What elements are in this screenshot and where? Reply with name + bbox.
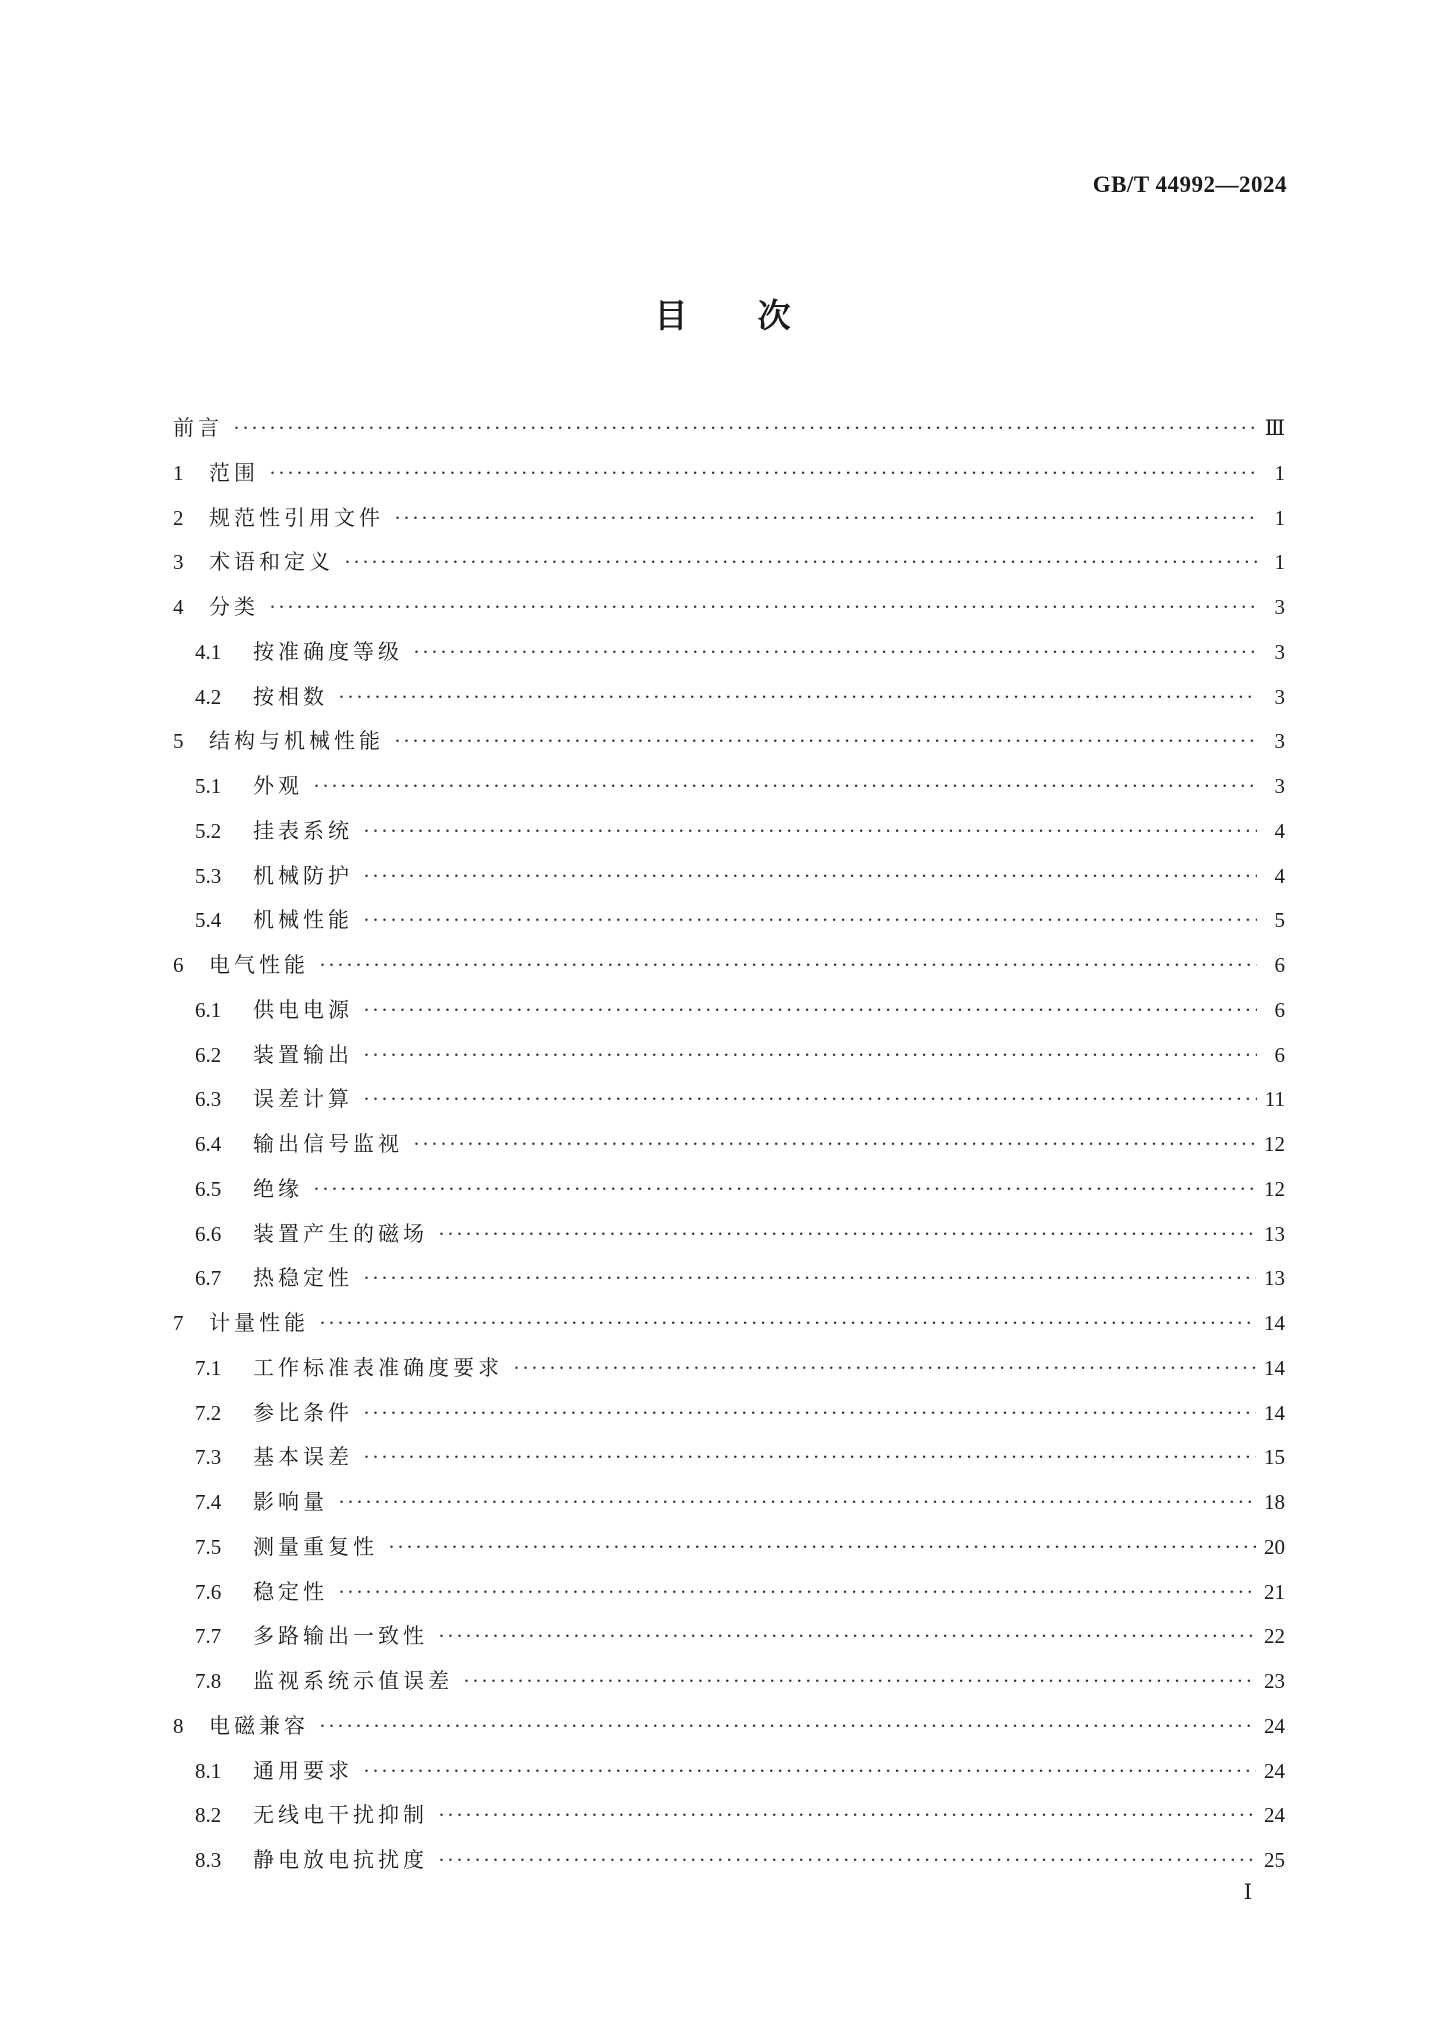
toc-entry-page: 1 [1274, 505, 1285, 530]
toc-entry-number: 8.1 [195, 1758, 222, 1783]
toc-entry[interactable] [173, 1620, 1285, 1665]
toc-entry-number: 7.6 [195, 1579, 222, 1604]
toc-entry-number: 4.1 [195, 639, 222, 664]
toc-entry-number: 8.3 [195, 1848, 222, 1872]
toc-entry-page: 6 [1274, 953, 1285, 977]
toc-entry-label: 装置输出 [253, 1042, 353, 1067]
toc-entry[interactable] [173, 1799, 1285, 1844]
toc-entry[interactable] [173, 591, 1285, 636]
toc-entry-label: 分类 [209, 595, 259, 619]
toc-entry[interactable] [173, 681, 1285, 726]
page-number: Ⅰ [1243, 1880, 1252, 1904]
toc-entry-page: 24 [1264, 1803, 1285, 1828]
toc-entry-label: 测量重复性 [253, 1534, 378, 1559]
toc-entry[interactable] [173, 1397, 1285, 1442]
toc-entry-number: 5.2 [195, 818, 222, 843]
toc-entry-label: 监视系统示值误差 [253, 1669, 453, 1693]
toc-entry-page: 13 [1264, 1221, 1285, 1246]
toc-entry-page: 13 [1264, 1266, 1285, 1291]
toc-entry-number: 3 [173, 550, 184, 575]
toc-entry-label: 装置产生的磁场 [253, 1221, 428, 1246]
toc-entry-page: 18 [1264, 1490, 1285, 1514]
toc-entry-number: 6.2 [195, 1042, 222, 1067]
toc-entry[interactable] [173, 1710, 1285, 1755]
toc-entry-page: 20 [1264, 1534, 1285, 1559]
toc-entry[interactable] [173, 1352, 1285, 1397]
toc-entry[interactable] [173, 770, 1285, 815]
toc-dot-leader [313, 1177, 1256, 1202]
toc-entry-page: 11 [1264, 1087, 1285, 1112]
toc-dot-leader [363, 1043, 1257, 1068]
toc-entry-label: 影响量 [253, 1490, 328, 1514]
toc-entry[interactable] [173, 1128, 1285, 1173]
toc-entry-page: 15 [1264, 1445, 1285, 1470]
toc-entry-number: 5.1 [195, 774, 222, 798]
toc-entry[interactable] [173, 502, 1285, 547]
toc-entry-label: 范围 [209, 460, 259, 485]
toc-entry-number: 4.2 [195, 684, 222, 709]
toc-entry-page: 3 [1274, 774, 1285, 798]
toc-dot-leader [438, 1624, 1256, 1649]
toc-entry-page: 23 [1264, 1669, 1285, 1693]
toc-entry[interactable] [173, 1755, 1285, 1800]
toc-entry-page: 6 [1274, 997, 1285, 1022]
toc-dot-leader [269, 461, 1257, 486]
toc-entry[interactable] [173, 904, 1285, 949]
toc-entry-page: 3 [1274, 684, 1285, 709]
toc-entry-label: 静电放电抗扰度 [253, 1848, 428, 1872]
toc-entry-number: 7.7 [195, 1624, 222, 1649]
toc-entry-page: 6 [1274, 1042, 1285, 1067]
toc-entry[interactable] [173, 546, 1285, 591]
toc-entry[interactable] [173, 1083, 1285, 1128]
toc-entry[interactable] [173, 1262, 1285, 1307]
toc-entry[interactable] [173, 457, 1285, 502]
toc-entry[interactable] [173, 1218, 1285, 1263]
toc-dot-leader [388, 1535, 1256, 1560]
table-of-contents [173, 412, 1285, 1889]
toc-entry-label: 计量性能 [209, 1311, 309, 1335]
toc-dot-leader [319, 953, 1257, 978]
toc-dot-leader [394, 506, 1257, 531]
toc-dot-leader [513, 1356, 1256, 1381]
toc-entry-number: 1 [173, 460, 184, 485]
toc-entry-label: 按相数 [253, 684, 328, 709]
toc-dot-leader [363, 819, 1257, 844]
toc-entry-number: 6 [173, 953, 184, 977]
toc-entry-page: 21 [1264, 1579, 1285, 1604]
toc-entry-label: 热稳定性 [253, 1266, 353, 1291]
toc-entry-number: 7.1 [195, 1355, 222, 1380]
toc-entry-label: 前言 [173, 416, 223, 440]
toc-entry-number: 6.5 [195, 1176, 222, 1201]
toc-dot-leader [363, 864, 1257, 889]
toc-dot-leader [363, 1759, 1256, 1784]
toc-dot-leader [338, 1490, 1256, 1515]
toc-dot-leader [363, 1401, 1256, 1426]
toc-entry-number: 6.1 [195, 997, 222, 1022]
toc-dot-leader [438, 1848, 1256, 1873]
toc-entry-page: 3 [1274, 729, 1285, 754]
toc-entry-page: 24 [1264, 1713, 1285, 1738]
toc-entry-label: 绝缘 [253, 1176, 303, 1201]
toc-entry-number: 7.4 [195, 1490, 222, 1514]
toc-entry-label: 误差计算 [253, 1087, 353, 1112]
toc-entry-label: 机械性能 [253, 908, 353, 933]
toc-entry-number: 6.7 [195, 1266, 222, 1291]
toc-entry-number: 5.3 [195, 863, 222, 888]
toc-entry-number: 6.6 [195, 1221, 222, 1246]
toc-dot-leader [363, 908, 1257, 933]
toc-entry-page: 14 [1264, 1355, 1285, 1380]
toc-dot-leader [363, 1087, 1257, 1112]
toc-dot-leader [319, 1714, 1256, 1739]
toc-entry-label: 无线电干扰抑制 [253, 1803, 428, 1828]
toc-entry-label: 按准确度等级 [253, 639, 403, 664]
toc-dot-leader [394, 729, 1257, 754]
toc-entry-number: 4 [173, 595, 184, 619]
toc-entry-page: 1 [1274, 460, 1285, 485]
toc-entry-label: 基本误差 [253, 1445, 353, 1470]
toc-entry-page: 5 [1274, 908, 1285, 933]
toc-dot-leader [363, 1445, 1256, 1470]
toc-entry[interactable] [173, 994, 1285, 1039]
toc-entry[interactable] [173, 1486, 1285, 1531]
toc-entry[interactable] [173, 1531, 1285, 1576]
toc-entry-page: 24 [1264, 1758, 1285, 1783]
toc-entry-page: 3 [1274, 639, 1285, 664]
toc-entry-label: 参比条件 [253, 1400, 353, 1425]
toc-dot-leader [344, 550, 1257, 575]
toc-entry-label: 外观 [253, 774, 303, 798]
toc-dot-leader [338, 1580, 1256, 1605]
toc-dot-leader [269, 595, 1257, 620]
toc-entry[interactable] [173, 860, 1285, 905]
toc-entry-page: 25 [1264, 1848, 1285, 1872]
toc-entry-label: 电磁兼容 [209, 1713, 309, 1738]
toc-dot-leader [338, 685, 1257, 710]
toc-entry-page: 14 [1264, 1400, 1285, 1425]
toc-entry-number: 7.3 [195, 1445, 222, 1470]
toc-dot-leader [438, 1222, 1256, 1247]
toc-entry-number: 7.8 [195, 1669, 222, 1693]
toc-entry-label: 输出信号监视 [253, 1132, 403, 1156]
toc-entry-label: 电气性能 [209, 953, 309, 977]
toc-entry-page: 4 [1274, 818, 1285, 843]
toc-entry[interactable] [173, 1039, 1285, 1084]
toc-entry[interactable] [173, 1173, 1285, 1218]
toc-entry-page: 3 [1274, 595, 1285, 619]
toc-entry-number: 7 [173, 1311, 184, 1335]
toc-entry[interactable] [173, 412, 1285, 457]
toc-entry-number: 8 [173, 1713, 184, 1738]
toc-entry-number: 6.3 [195, 1087, 222, 1112]
toc-entry-page: 12 [1264, 1132, 1285, 1156]
toc-entry-label: 机械防护 [253, 863, 353, 888]
toc-entry-label: 术语和定义 [209, 550, 334, 575]
toc-entry-page: 1 [1274, 550, 1285, 575]
page-title: 目次 [654, 296, 861, 335]
toc-entry-label: 规范性引用文件 [209, 505, 384, 530]
toc-entry-label: 工作标准表准确度要求 [253, 1355, 503, 1380]
toc-dot-leader [363, 998, 1257, 1023]
toc-dot-leader [233, 416, 1257, 441]
toc-dot-leader [413, 1132, 1256, 1157]
toc-entry-page: 22 [1264, 1624, 1285, 1649]
toc-entry-page: Ⅲ [1264, 416, 1285, 440]
toc-entry[interactable] [173, 636, 1285, 681]
toc-entry[interactable] [173, 725, 1285, 770]
toc-entry-label: 稳定性 [253, 1579, 328, 1604]
toc-dot-leader [363, 1266, 1256, 1291]
toc-entry-number: 5.4 [195, 908, 222, 933]
toc-entry-page: 12 [1264, 1176, 1285, 1201]
toc-entry-label: 多路输出一致性 [253, 1624, 428, 1649]
toc-entry-number: 8.2 [195, 1803, 222, 1828]
toc-dot-leader [413, 640, 1257, 665]
toc-entry-number: 2 [173, 505, 184, 530]
toc-entry[interactable] [173, 949, 1285, 994]
toc-entry-label: 挂表系统 [253, 818, 353, 843]
toc-entry[interactable] [173, 1307, 1285, 1352]
toc-entry-number: 7.5 [195, 1534, 222, 1559]
toc-dot-leader [438, 1803, 1256, 1828]
toc-entry-page: 4 [1274, 863, 1285, 888]
toc-entry-number: 7.2 [195, 1400, 222, 1425]
toc-entry[interactable] [173, 815, 1285, 860]
toc-entry-label: 供电电源 [253, 997, 353, 1022]
toc-entry[interactable] [173, 1665, 1285, 1710]
toc-dot-leader [463, 1669, 1256, 1694]
toc-entry[interactable] [173, 1576, 1285, 1621]
toc-entry-label: 通用要求 [253, 1758, 353, 1783]
toc-entry-number: 6.4 [195, 1132, 222, 1156]
toc-entry-page: 14 [1264, 1311, 1285, 1335]
toc-entry[interactable] [173, 1441, 1285, 1486]
toc-dot-leader [313, 774, 1257, 799]
toc-dot-leader [319, 1311, 1256, 1336]
toc-entry-number: 5 [173, 729, 184, 754]
toc-entry-label: 结构与机械性能 [209, 729, 384, 754]
toc-entry[interactable] [173, 1844, 1285, 1889]
standard-number: GB/T 44992—2024 [1092, 172, 1287, 197]
